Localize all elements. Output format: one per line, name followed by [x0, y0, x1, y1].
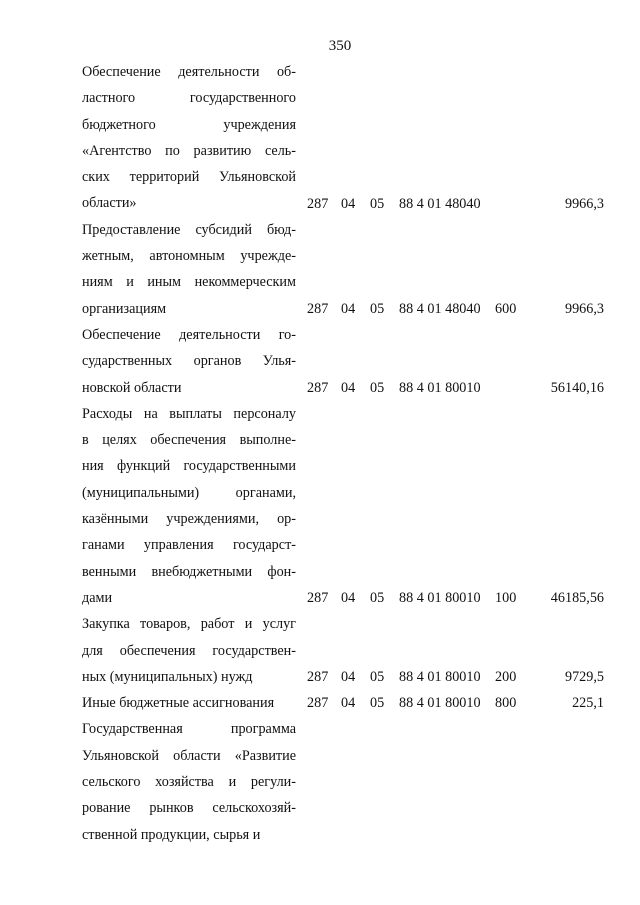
table-row: [0, 217, 640, 322]
row-codes: [0, 585, 640, 611]
table-row: [0, 401, 640, 611]
code-rz: 04: [341, 379, 356, 396]
code-vr: 100: [495, 590, 517, 607]
expense-name-line: венными внебюджетными фон-: [82, 563, 296, 580]
expense-name-line: Ульяновской области «Развитие: [82, 747, 296, 764]
code-pr: 05: [370, 195, 385, 212]
expense-name: [82, 401, 296, 611]
code-gr: 287: [307, 590, 329, 607]
row-codes: [0, 191, 640, 217]
expense-name-line: казёнными учреждениями, ор-: [82, 511, 296, 528]
code-csr: 88 4 01 80010: [399, 669, 481, 686]
row-codes: [0, 690, 640, 716]
amount: 9966,3: [564, 300, 604, 317]
code-rz: 04: [341, 195, 356, 212]
code-csr: 88 4 01 48040: [399, 195, 481, 212]
expense-name-line: ных (муниципальных) нужд: [82, 668, 253, 685]
table-row: [0, 611, 640, 690]
code-pr: 05: [370, 379, 385, 396]
expense-name-line: Обеспечение деятельности го-: [82, 326, 296, 343]
table-row: [0, 322, 640, 401]
code-gr: 287: [307, 379, 329, 396]
code-csr: 88 4 01 80010: [399, 695, 481, 712]
expense-name-line: дами: [82, 589, 113, 606]
code-csr: 88 4 01 80010: [399, 590, 481, 607]
row-codes: [0, 822, 640, 848]
code-pr: 05: [370, 590, 385, 607]
expense-name-line: ганами управления государст-: [82, 537, 296, 554]
row-codes: [0, 664, 640, 690]
expense-name-line: бюджетного учреждения: [82, 116, 296, 133]
row-codes: [0, 296, 640, 322]
expense-name-line: Государственная программа: [82, 721, 296, 738]
code-rz: 04: [341, 695, 356, 712]
expense-name-line: сударственных органов Улья-: [82, 353, 296, 370]
code-pr: 05: [370, 669, 385, 686]
expense-name-line: жетным, автономным учрежде-: [82, 248, 296, 265]
code-csr: 88 4 01 48040: [399, 300, 481, 317]
code-gr: 287: [307, 300, 329, 317]
amount: 9966,3: [564, 195, 604, 212]
expense-name-line: ниям и иным некоммерческим: [82, 274, 296, 291]
expense-name-line: рование рынков сельскохозяй-: [82, 800, 296, 817]
expense-name-line: «Агентство по развитию сель-: [82, 142, 296, 159]
code-vr: 600: [495, 300, 517, 317]
expense-name-line: ских территорий Ульяновской: [82, 169, 296, 186]
expense-name-line: области»: [82, 195, 137, 212]
expense-name-line: для обеспечения государствен-: [82, 642, 296, 659]
page-number: 350: [328, 38, 352, 54]
code-gr: 287: [307, 695, 329, 712]
expense-name-line: Закупка товаров, работ и услуг: [82, 616, 296, 633]
expense-name-line: новской области: [82, 379, 182, 396]
expense-name-line: ственной продукции, сырья и: [82, 826, 261, 843]
code-rz: 04: [341, 669, 356, 686]
code-csr: 88 4 01 80010: [399, 379, 481, 396]
expense-name-line: сельского хозяйства и регули-: [82, 774, 296, 791]
row-codes: [0, 375, 640, 401]
code-pr: 05: [370, 695, 385, 712]
amount: 9729,5: [564, 669, 604, 686]
code-vr: 200: [495, 669, 517, 686]
table-row: [0, 59, 640, 217]
code-rz: 04: [341, 590, 356, 607]
expense-name-line: Предоставление субсидий бюд-: [82, 221, 296, 238]
amount: 225,1: [572, 695, 604, 712]
table-row: [0, 690, 640, 716]
amount: 56140,16: [550, 379, 604, 396]
budget-table: [0, 59, 640, 848]
expense-name-line: (муниципальными) органами,: [82, 484, 296, 501]
code-rz: 04: [341, 300, 356, 317]
expense-name-line: ния функций государственными: [82, 458, 296, 475]
amount: 46185,56: [550, 590, 604, 607]
code-pr: 05: [370, 300, 385, 317]
expense-name-line: Иные бюджетные ассигнования: [82, 695, 275, 712]
expense-name-line: Расходы на выплаты персоналу: [82, 405, 296, 422]
expense-name-line: ластного государственного: [82, 90, 296, 107]
code-gr: 287: [307, 195, 329, 212]
code-gr: 287: [307, 669, 329, 686]
expense-name-line: организациям: [82, 300, 167, 317]
code-vr: 800: [495, 695, 517, 712]
table-row: [0, 716, 640, 847]
expense-name-line: Обеспечение деятельности об-: [82, 64, 296, 80]
expense-name-line: в целях обеспечения выполне-: [82, 432, 296, 449]
